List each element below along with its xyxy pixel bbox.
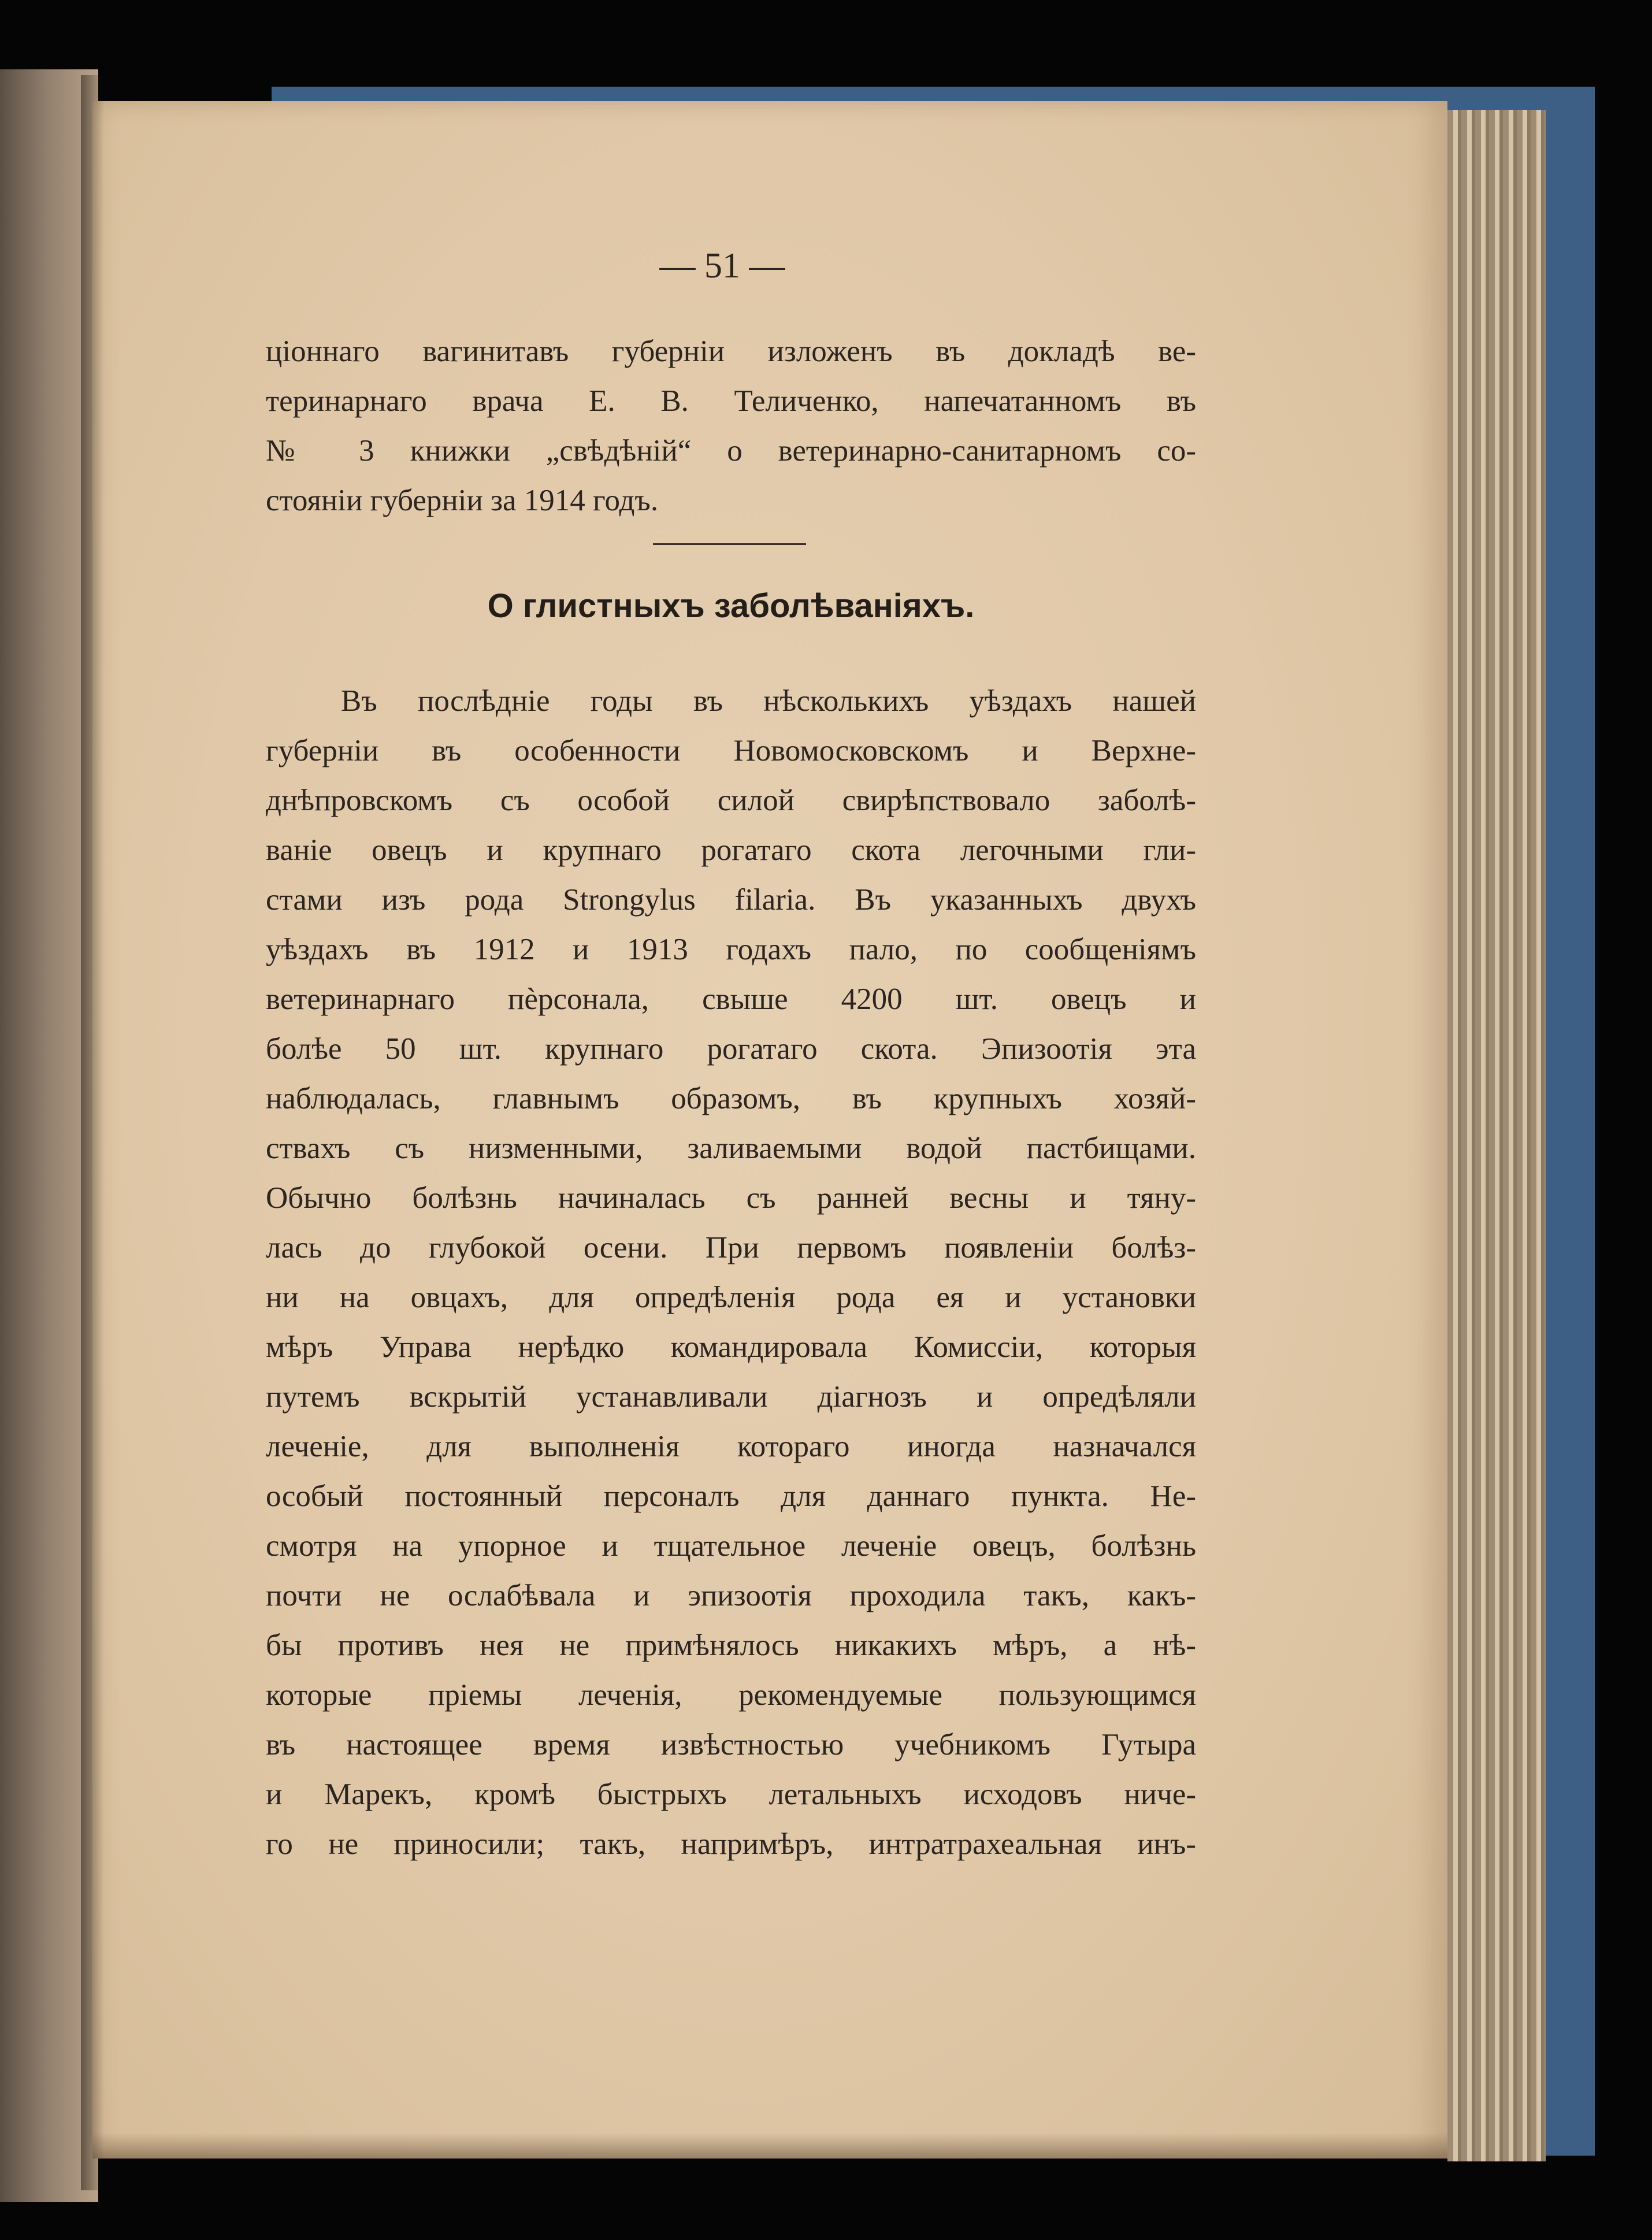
text-line: ни на овцахъ, для опредѣленія рода ея и установки [266,1281,1196,1314]
text-line: почти не ослабѣвала и эпизоотія проходила такъ, какъ- [266,1579,1196,1612]
intro-paragraph [266,327,1196,525]
text-line: болѣе 50 шт. крупнаго рогатаго скота. Эпизоотія эта [266,1032,1196,1066]
text-line: № 3 книжки „свѣдѣній“ о ветеринарно-санитарномъ со- [266,434,1196,468]
text-line: смотря на упорное и тщательное леченіе овецъ, болѣзнь [266,1529,1196,1563]
text-line: Обычно болѣзнь начиналась съ ранней весны и тяну- [266,1181,1196,1215]
text-line: теринарнаго врача Е. В. Теличенко, напечатанномъ въ [266,384,1196,418]
page-stack-edge [1447,110,1546,2161]
text-line: Въ послѣдніе годы въ нѣсколькихъ уѣздахъ нашей [341,684,1196,718]
text-line: которые пріемы леченія, рекомендуемые пользующимся [266,1678,1196,1712]
text-line: ствахъ съ низменными, заливаемыми водой пастбищами. [266,1132,1196,1165]
text-line: въ настоящее время извѣстностью учебникомъ Гутыра [266,1728,1196,1761]
page-bottom-shadow [92,2133,1447,2159]
text-line: днѣпровскомъ съ особой силой свирѣпствовало заболѣ- [266,784,1196,817]
text-line: путемъ вскрытій устанавливали діагнозъ и опредѣляли [266,1380,1196,1414]
text-line: мѣръ Управа нерѣдко командировала Комиссіи, которыя [266,1330,1196,1364]
text-line: лась до глубокой осени. При первомъ появленіи болѣз- [266,1231,1196,1264]
text-line: го не приносили; такъ, напримѣръ, интратрахеальная инъ- [266,1827,1196,1861]
section-divider [653,543,806,545]
page-number: — 51 — [659,246,785,285]
section-heading: О глистныхъ заболѣваніяхъ. [487,587,975,625]
spine-shadow [81,75,104,2190]
text-line: бы противъ нея не примѣнялось никакихъ мѣръ, а нѣ- [266,1629,1196,1662]
text-line: стояніи губерніи за 1914 годъ. [266,484,659,517]
text-line: уѣздахъ въ 1912 и 1913 годахъ пало, по сообщеніямъ [266,933,1196,966]
text-line: наблюдалась, главнымъ образомъ, въ крупныхъ хозяй- [266,1082,1196,1115]
text-line: леченіе, для выполненія котораго иногда назначался [266,1430,1196,1463]
text-line: губерніи въ особенности Новомосковскомъ и Верхне- [266,734,1196,767]
text-line: и Марекъ, кромѣ быстрыхъ летальныхъ исходовъ ниче- [266,1778,1196,1811]
text-line: ваніе овецъ и крупнаго рогатаго скота легочными гли- [266,833,1196,867]
body-paragraph [266,676,1196,1869]
text-line: стами изъ рода Strongylus filaria. Въ указанныхъ двухъ [266,883,1196,917]
text-line: ціоннаго вагинитавъ губерніи изложенъ въ докладѣ ве- [266,335,1196,368]
text-line: особый постоянный персоналъ для даннаго пункта. Не- [266,1479,1196,1513]
text-line: ветеринарнаго пѐрсонала, свыше 4200 шт. овецъ и [266,982,1196,1016]
